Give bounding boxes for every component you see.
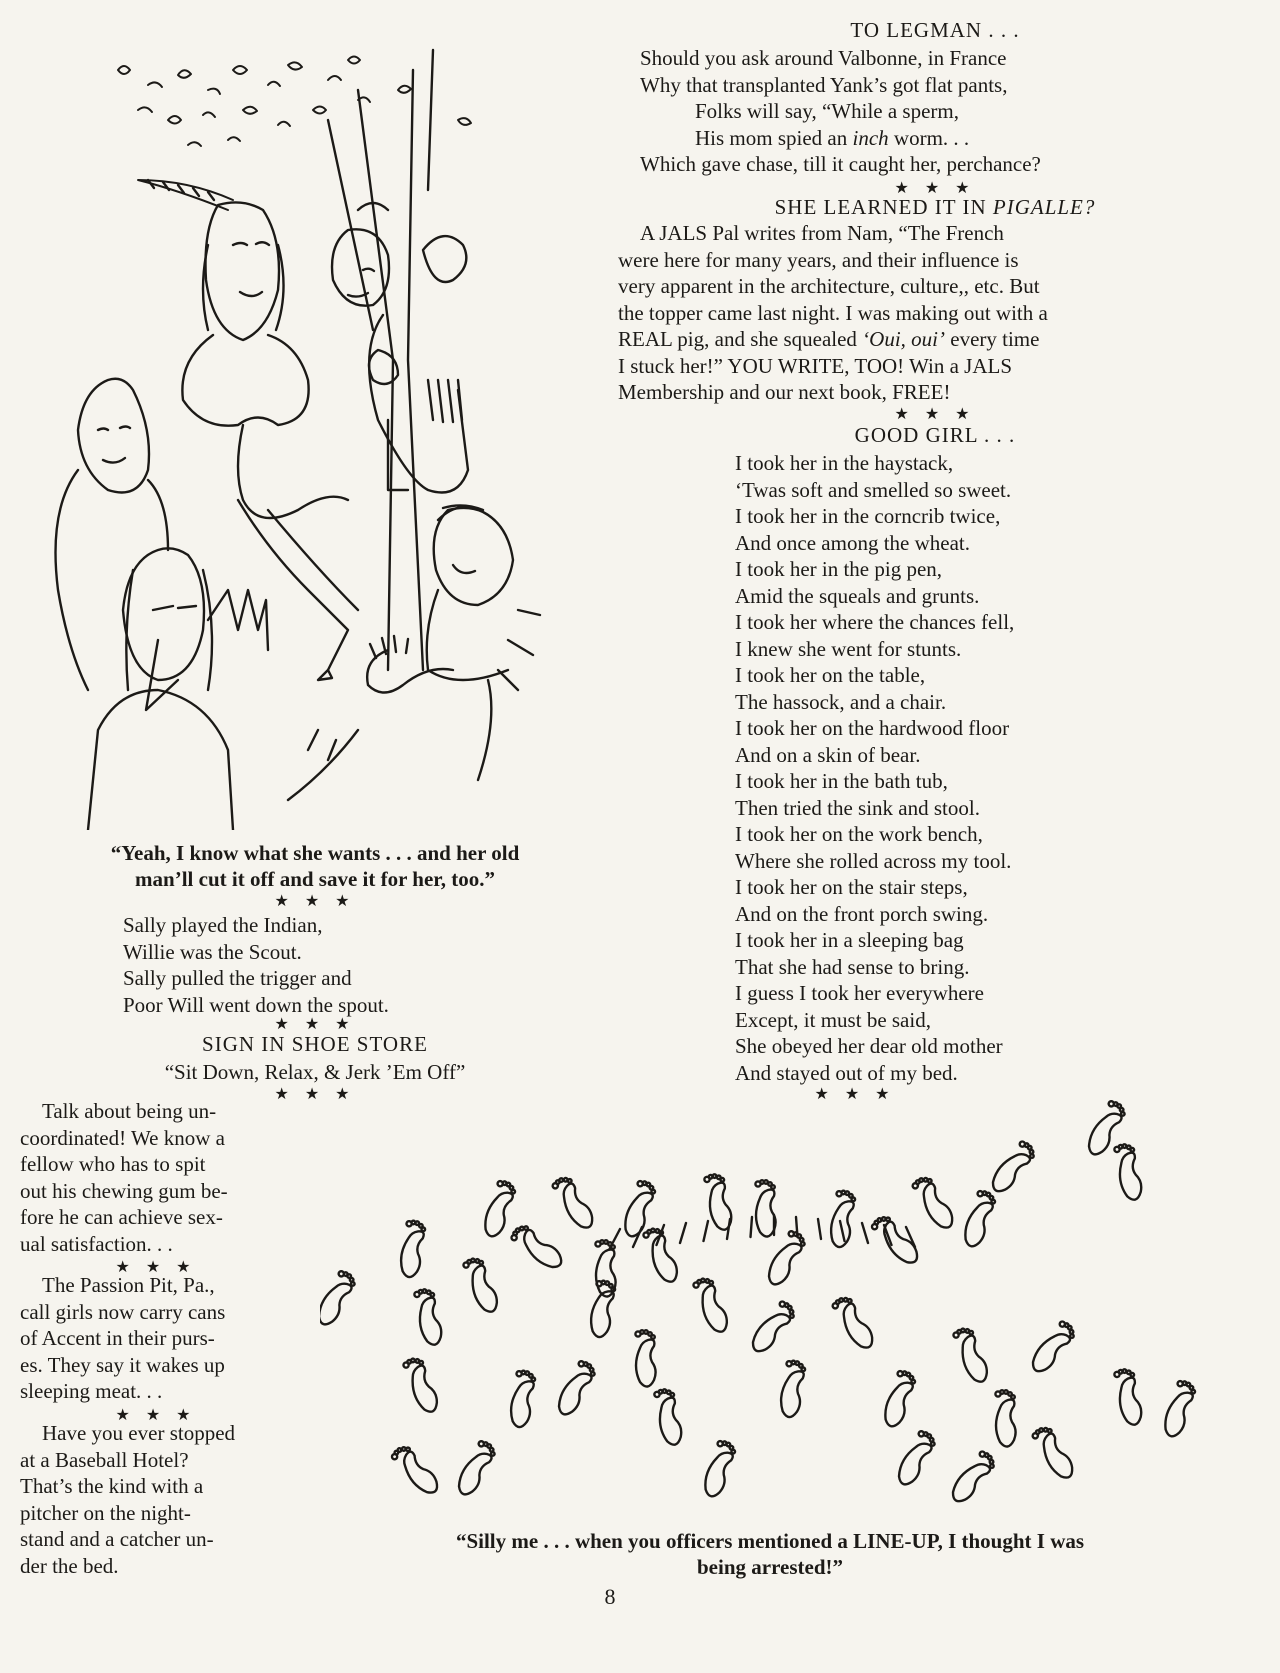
footprint [777,1360,807,1419]
verse-line: Amid the squeals and grunts. [735,583,980,608]
shoe-store-sign: “Sit Down, Relax, & Jerk ’Em Off” [164,1060,466,1084]
verse-line: And stayed out of my bed. [735,1060,958,1085]
verse-line: The hassock, and a chair. [735,689,947,714]
footprint [700,1439,738,1499]
text-line: Talk about being un- [42,1099,217,1123]
text-line: of Accent in their purs- [20,1326,215,1350]
verse-line [640,125,1260,152]
motion-line [796,1217,798,1237]
footprint [320,1269,358,1328]
caption-line: “Silly me . . . when you officers mentioned a LINE-UP, I thought I was [455,1529,1085,1553]
footprint [1114,1143,1144,1202]
heading-text: SHE LEARNED IT IN [774,195,987,219]
separator-stars: ★ ★ ★ [115,1407,197,1424]
motion-line [751,1217,753,1237]
caption-line: man’ll cut it off and save it for her, too.” [135,867,495,891]
text-line: very apparent in the architecture, culture,, etc. But [618,274,1040,298]
text-line: at a Baseball Hotel? [20,1447,189,1472]
verse-line: ‘Twas soft and smelled so sweet. [735,477,1012,502]
separator-stars: ★ ★ ★ [274,1086,356,1103]
footprint [1114,1368,1144,1427]
verse-italic: inch [852,125,889,150]
separator-stars: ★ ★ ★ [814,1086,896,1103]
verse-line: Sally played the Indian, [123,913,323,937]
text-line: That’s the kind with a [20,1474,204,1498]
verse-line: Then tried the sink and stool. [735,795,980,820]
footprint [831,1294,877,1353]
separator-stars: ★ ★ ★ [894,406,976,423]
text-line: call girls now carry cans [20,1299,226,1324]
separator-stars: ★ ★ ★ [274,893,356,910]
verse-line: I took her on the work bench, [735,822,983,846]
footprint [480,1179,518,1239]
text-italic: ‘Oui, oui’ [862,327,945,351]
footprint [397,1220,427,1279]
verse-line: Except, it must be said, [735,1007,931,1032]
footprint [510,1222,566,1274]
footprint [893,1429,939,1488]
verse-line: Should you ask around Valbonne, in France [640,46,1007,70]
footprint [462,1255,500,1315]
separator-stars: ★ ★ ★ [274,1016,356,1033]
motion-line [704,1221,709,1241]
verse-line: I knew she went for stunts. [735,636,962,661]
verse-line: I took her on the table, [735,663,926,687]
text-line: The Passion Pit, Pa., [42,1273,215,1297]
footprint [1027,1320,1079,1376]
text-line: the topper came last night. I was making out with a [618,300,1048,325]
cartoon-caption-indians [40,840,590,892]
text-line: coordinated! We know a [20,1125,225,1150]
legman-heading: TO LEGMAN . . . [850,18,1020,42]
text-line: der the bed. [20,1553,119,1578]
footprint [414,1288,444,1347]
verse-line: Poor Will went down the spout. [123,992,389,1017]
good-girl-heading: GOOD GIRL . . . [854,423,1016,447]
motion-line [862,1223,868,1243]
footprint [635,1330,655,1386]
text-line: fore he can achieve sex- [20,1205,223,1229]
text-line: stand and a catcher un- [20,1527,214,1551]
verse-line: And on the front porch swing. [735,901,989,926]
text-line: fellow who has to spit [20,1152,206,1176]
verse-line: She obeyed her dear old mother [735,1034,1003,1058]
text-line: out his chewing gum be- [20,1178,228,1203]
motion-line [818,1219,821,1239]
verse-line: I took her in the pig pen, [735,557,943,581]
footprint [952,1325,990,1385]
shoe-store-heading: SIGN IN SHOE STORE [202,1032,428,1056]
text-segment: REAL pig, and she squealed [618,327,857,351]
motion-line [840,1221,845,1241]
cartoon-illustration-indians [28,30,588,830]
verse-line: And once among the wheat. [735,530,971,555]
footprint [553,1359,599,1418]
pigalle-story [618,220,1188,406]
text-line [618,326,1188,353]
text-line: I stuck her!” YOU WRITE, TOO! Win a JALS [618,353,1013,378]
footprint [960,1189,998,1249]
text-line: ual satisfaction. . . [20,1231,173,1256]
verse-line: I took her on the hardwood floor [735,716,1010,740]
verse-line: I took her where the chances fell, [735,610,1015,634]
footprint [763,1229,809,1288]
footprint [747,1300,799,1356]
verse-line: I took her in the bath tub, [735,769,948,793]
footprint [692,1275,730,1335]
footprints-illustration [320,1080,1260,1520]
text-line: were here for many years, and their influence is [618,247,1019,272]
verse-text: His mom spied an [695,125,848,150]
separator-stars: ★ ★ ★ [894,180,976,197]
footprint [1160,1379,1198,1439]
footprint [995,1390,1015,1446]
text-line: A JALS Pal writes from Nam, “The French [640,221,1004,245]
verse-line: Where she rolled across my tool. [735,848,1012,873]
verse-line: And on a skin of bear. [735,742,921,767]
motion-line [727,1219,730,1239]
footprint [880,1369,918,1429]
legman-limerick [640,45,1260,178]
footprint [390,1442,442,1498]
page-number: 8 [604,1584,616,1609]
footprint [654,1388,684,1447]
tree-leaves [118,57,471,147]
text-line: sleeping meat. . . [20,1379,163,1403]
heading-italic: PIGALLE? [992,195,1096,219]
footprint [827,1190,857,1249]
text-line: es. They say it wakes up [20,1352,225,1377]
verse-line: Willie was the Scout. [123,939,302,964]
footprint [987,1140,1039,1196]
text-line: pitcher on the night- [20,1500,191,1525]
uncoordinated-joke [20,1098,292,1257]
footprint [755,1180,775,1236]
verse-line: I took her in the haystack, [735,451,954,475]
footprint [402,1355,440,1415]
verse-line: Which gave chase, till it caught her, perchance? [640,152,1041,176]
good-girl-poem [735,450,1235,1086]
footprint [870,1212,922,1268]
verse-line: Why that transplanted Yank’s got flat pants, [640,72,1008,97]
footprint [453,1439,499,1498]
caption-line: “Yeah, I know what she wants . . . and her old [110,841,520,865]
text-line: Membership and our next book, FREE! [618,380,951,404]
baseball-hotel-joke [20,1420,292,1579]
footprint [507,1370,537,1429]
text-segment: every time [950,327,1040,351]
verse-line: I took her on the stair steps, [735,875,968,899]
footprint [911,1174,957,1233]
verse-line: Folks will say, “While a sperm, [695,99,960,123]
footprint [551,1174,597,1233]
verse-line: I took her in the corncrib twice, [735,504,1001,528]
footprint [587,1280,617,1339]
verse-line: I guess I took her everywhere [735,981,984,1005]
verse-line: I took her in a sleeping bag [735,928,964,952]
verse-text: worm. . . [893,125,970,150]
passion-pit-joke [20,1272,292,1405]
sally-verse [123,912,593,1018]
cartoon-caption-lineup [330,1528,1210,1580]
footprint [947,1450,999,1506]
pigalle-heading [620,195,1250,220]
footprint [1031,1424,1077,1483]
caption-line: being arrested!” [696,1555,843,1579]
text-line: Have you ever stopped [42,1421,236,1445]
verse-line: Sally pulled the trigger and [123,966,352,990]
verse-line: That she had sense to bring. [735,954,970,979]
separator-stars: ★ ★ ★ [115,1259,197,1276]
motion-line [680,1223,686,1243]
